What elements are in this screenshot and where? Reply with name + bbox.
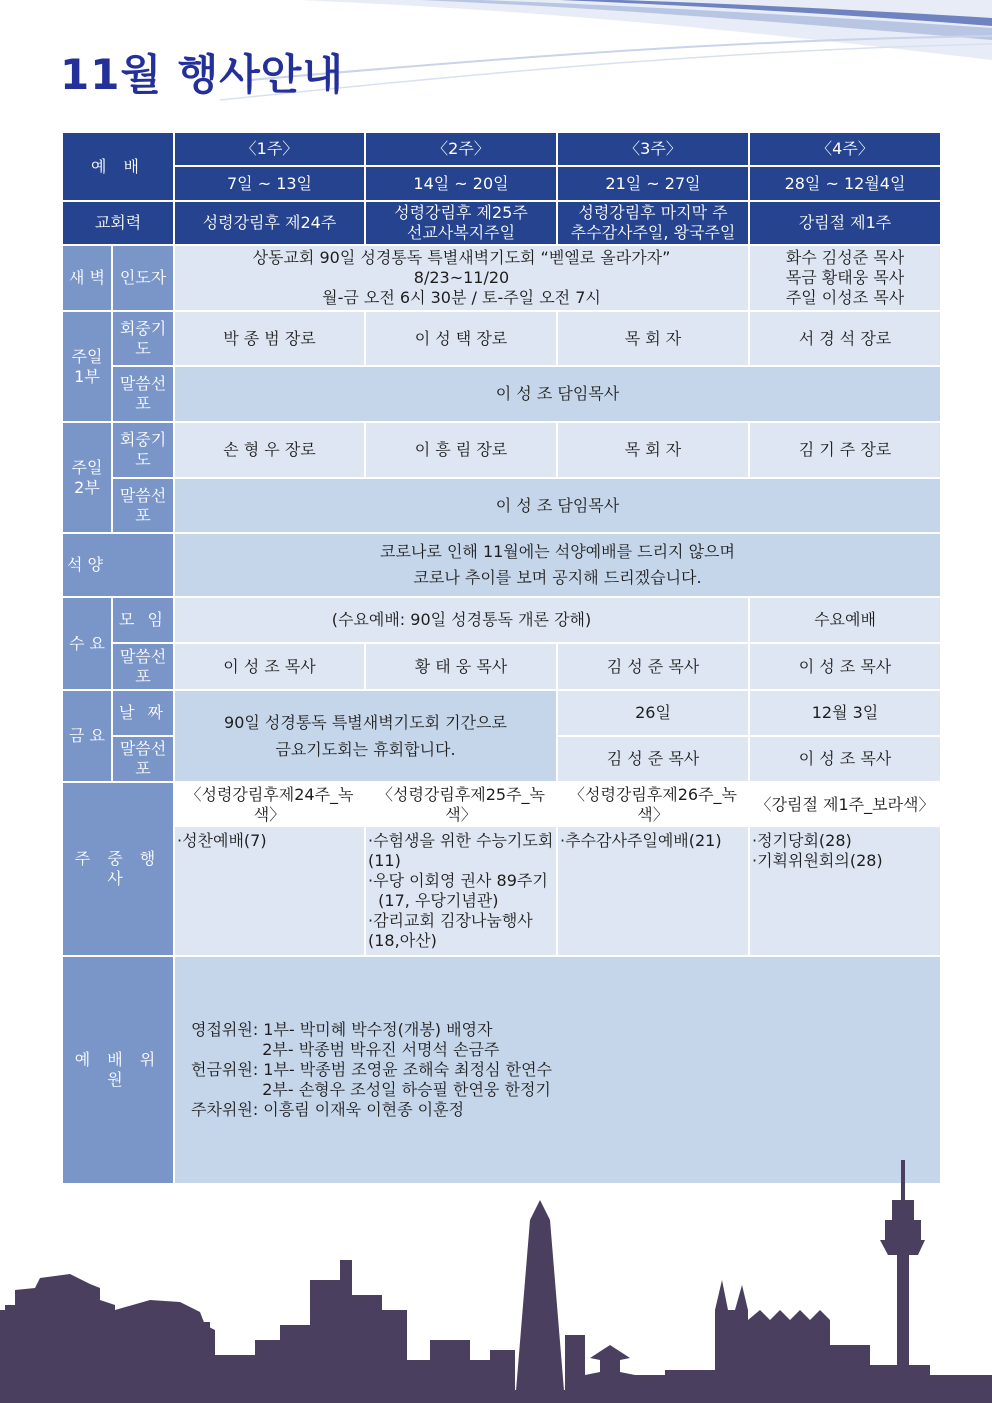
- sunday-2-prayer-week-3: 목 회 자: [557, 422, 749, 478]
- sunday-1-sermon-label: 말씀선포: [112, 366, 174, 422]
- events-season-week-4: 〈강림절 제1주_보라색〉: [749, 782, 941, 826]
- wednesday-sermon-label: 말씀선포: [112, 643, 174, 690]
- week-2-header: 〈2주〉: [365, 132, 557, 166]
- friday-sermon-label: 말씀선포: [112, 736, 174, 782]
- events-week-2: ·수험생을 위한 수능기도회(11) ·우당 이회영 권사 89주기 (17, 우당기념관) ·감리교회 김장나눔행사(18,아산): [365, 826, 557, 956]
- friday-date-week-3: 26일: [557, 690, 749, 736]
- friday-date-week-4: 12월 3일: [749, 690, 941, 736]
- staff-line: 헌금위원: 1부- 박종범 조영윤 조해숙 최정심 한연수: [191, 1060, 552, 1079]
- sunday-2-prayer-week-4: 김 기 주 장로: [749, 422, 941, 478]
- wednesday-sermon-week-3: 김 성 준 목사: [557, 643, 749, 690]
- wednesday-meet-label: 모 임: [112, 597, 174, 643]
- friday-notice: 90일 성경통독 특별새벽기도회 기간으로 금요기도회는 휴회합니다.: [174, 690, 557, 782]
- evening-notice: 코로나로 인해 11월에는 석양예배를 드리지 않으며 코로나 추이를 보며 공지해 드리겠습니다.: [174, 533, 941, 597]
- sunday-1-prayer-label: 회중기도: [112, 311, 174, 366]
- staff-label: 예 배 위 원: [62, 956, 174, 1184]
- sunday-2-prayer-week-1: 손 형 우 장로: [174, 422, 365, 478]
- wednesday-meet-main: (수요예배: 90일 성경통독 개론 강해): [174, 597, 749, 643]
- friday-sermon-week-4: 이 성 조 목사: [749, 736, 941, 782]
- sunday-2-label: 주일 2부: [62, 422, 112, 533]
- dawn-week-4: 화수 김성준 목사 목금 황태웅 목사 주일 이성조 목사: [749, 245, 941, 311]
- sunday-1-prayer-week-4: 서 경 석 장로: [749, 311, 941, 366]
- friday-date-label: 날 짜: [112, 690, 174, 736]
- staff-list: [174, 956, 941, 1184]
- staff-line: 주차위원: 이흥림 이재욱 이현종 이훈정: [191, 1100, 465, 1119]
- sunday-1-label: 주일 1부: [62, 311, 112, 422]
- header-worship-label: 예 배: [62, 132, 174, 201]
- sunday-1-prayer-week-3: 목 회 자: [557, 311, 749, 366]
- week-1-dates: 7일 ~ 13일: [174, 166, 365, 201]
- events-week-4: ·정기당회(28) ·기획위원회의(28): [749, 826, 941, 956]
- friday-label: 금 요: [62, 690, 112, 782]
- calendar-week-1: 성령강림후 제24주: [174, 201, 365, 245]
- events-week-3: ·추수감사주일예배(21): [557, 826, 749, 956]
- friday-sermon-week-3: 김 성 준 목사: [557, 736, 749, 782]
- dawn-main: 상동교회 90일 성경통독 특별새벽기도회 “벧엘로 올라가자” 8/23~11/20 월-금 오전 6시 30분 / 토-주일 오전 7시: [174, 245, 749, 311]
- dawn-label: 새 벽: [62, 245, 112, 311]
- week-4-dates: 28일 ~ 12월4일: [749, 166, 941, 201]
- events-season-week-1: 〈성령강림후제24주_녹색〉: [174, 782, 365, 826]
- calendar-week-4: 강림절 제1주: [749, 201, 941, 245]
- staff-line: 영접위원: 1부- 박미혜 박수정(개봉) 배영자: [191, 1020, 493, 1039]
- sunday-2-sermon: 이 성 조 담임목사: [174, 478, 941, 533]
- sunday-1-prayer-week-2: 이 성 택 장로: [365, 311, 557, 366]
- sunday-2-prayer-week-2: 이 흥 림 장로: [365, 422, 557, 478]
- week-4-header: 〈4주〉: [749, 132, 941, 166]
- sunday-1-prayer-week-1: 박 종 범 장로: [174, 311, 365, 366]
- dawn-sub-label: 인도자: [112, 245, 174, 311]
- staff-line: 2부- 박종범 박유진 서명석 손금주: [191, 1040, 500, 1059]
- sunday-2-prayer-label: 회중기도: [112, 422, 174, 478]
- events-season-week-2: 〈성령강림후제25주_녹색〉: [365, 782, 557, 826]
- wednesday-meet-week-4: 수요예배: [749, 597, 941, 643]
- city-skyline-illustration: [0, 1160, 992, 1403]
- wednesday-sermon-week-4: 이 성 조 목사: [749, 643, 941, 690]
- week-3-dates: 21일 ~ 27일: [557, 166, 749, 201]
- week-2-dates: 14일 ~ 20일: [365, 166, 557, 201]
- sunday-2-sermon-label: 말씀선포: [112, 478, 174, 533]
- wednesday-label: 수 요: [62, 597, 112, 690]
- schedule-table: [61, 131, 942, 1185]
- events-week-1: ·성찬예배(7): [174, 826, 365, 956]
- calendar-week-2: 성령강림후 제25주 선교사복지주일: [365, 201, 557, 245]
- sunday-1-sermon: 이 성 조 담임목사: [174, 366, 941, 422]
- calendar-label: 교회력: [62, 201, 174, 245]
- events-season-week-3: 〈성령강림후제26주_녹색〉: [557, 782, 749, 826]
- page-title: 11월 행사안내: [60, 50, 344, 99]
- week-3-header: 〈3주〉: [557, 132, 749, 166]
- staff-line: 2부- 손형우 조성일 하승필 한연웅 한정기: [191, 1080, 551, 1099]
- wednesday-sermon-week-1: 이 성 조 목사: [174, 643, 365, 690]
- evening-label: 석 양: [62, 533, 174, 597]
- events-label: 주 중 행 사: [62, 782, 174, 956]
- wednesday-sermon-week-2: 황 태 웅 목사: [365, 643, 557, 690]
- week-1-header: 〈1주〉: [174, 132, 365, 166]
- calendar-week-3: 성령강림후 마지막 주 추수감사주일, 왕국주일: [557, 201, 749, 245]
